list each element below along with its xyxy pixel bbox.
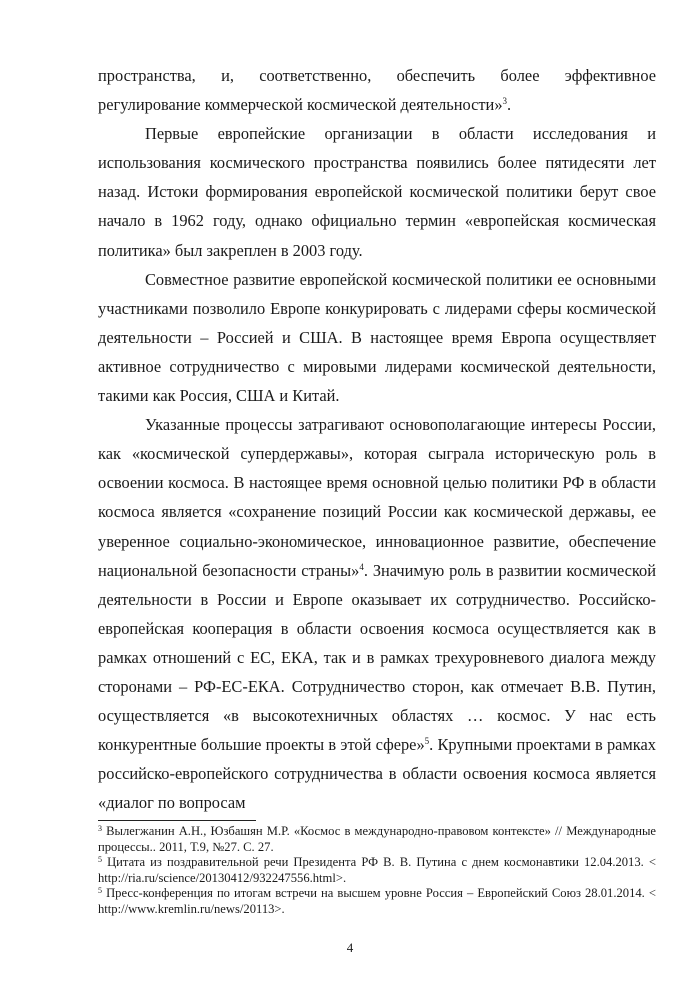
footnote-divider [98, 820, 256, 821]
paragraph-text: пространства, и, соответственно, обеспечить более эффективное регулирование коммерческой космической деятельности» [98, 66, 656, 115]
footnote [98, 855, 656, 886]
paragraph-text-end: . [507, 95, 512, 115]
footnotes [98, 824, 656, 918]
footnote-text: Вылегжанин А.Н., Юзбашян М.Р. «Космос в международно-правовом контексте» // Международные процессы.. 2011, Т.9, №27. С. 27. [98, 824, 656, 854]
footnote-number: 5 [98, 855, 102, 865]
footnote-number: 3 [98, 824, 102, 833]
paragraph [98, 410, 656, 817]
paragraph-text: . Значимую роль в развитии космической деятельности в России и Европе оказывает их сотрудничество. Российско-европейская кооперация в области освоения космоса осуществляется как в рамках отношений с ЕС, ЕКА, так и в рамках трехуровневого диалога между сторонами – РФ-ЕС-ЕКА. Сотрудничество сторон, как отмечает В.В. Путин, осуществляется «в высокотехничных областях … космос. У нас есть конкурентные большие проекты в этой сфере» [98, 560, 656, 755]
footnote-text: Пресс-конференция по итогам встречи на высшем уровне Россия – Европейский Союз 28.01.2014. < http://www.kremlin.ru/news/20113>. [98, 886, 656, 916]
paragraph: Совместное развитие европейской космической политики ее основными участниками позволило Европе конкурировать с лидерами сферы космической деятельности – Россией и США. В настоящее время Европа осуществляет активное сотрудничество с мировыми лидерами космической деятельности, такими как Россия, США и Китай. [98, 269, 656, 406]
body-text [98, 61, 656, 817]
paragraph-text: Указанные процессы затрагивают основополагающие интересы России, как «космической супердержавы», которая сыграла историческую роль в освоении космоса. В настоящее время основной целью политики РФ в области космоса является «сохранение позиций России как космической державы, ее уверенное социально-экономическое, инновационное развитие, обеспечение национальной безопасности страны» [98, 415, 656, 580]
paragraph: Первые европейские организации в области исследования и использования космического пространства появились более пятидесяти лет назад. Истоки формирования европейской космической политики берут свое начало в 1962 году, однако официально термин «европейская космическая политика» был закреплен в 2003 году. [98, 124, 656, 260]
footnote [98, 886, 656, 917]
page-number: 4 [346, 940, 354, 955]
paragraph-text: . Крупными проектами в рамках российско-европейского сотрудничества в области освоения космоса является «диалог по вопросам [98, 735, 656, 813]
footnote [98, 824, 656, 855]
footnote-ref: 4 [359, 561, 364, 572]
footnote-text: Цитата из поздравительной речи Президента РФ В. В. Путина с днем космонавтики 12.04.2013. < http://ria.ru/science/20130412/932247556.html>. [98, 855, 656, 885]
paragraph [98, 61, 656, 119]
footnote-number: 5 [98, 886, 102, 896]
footnote-ref: 3 [502, 96, 508, 107]
footnote-ref: 5 [424, 736, 430, 747]
